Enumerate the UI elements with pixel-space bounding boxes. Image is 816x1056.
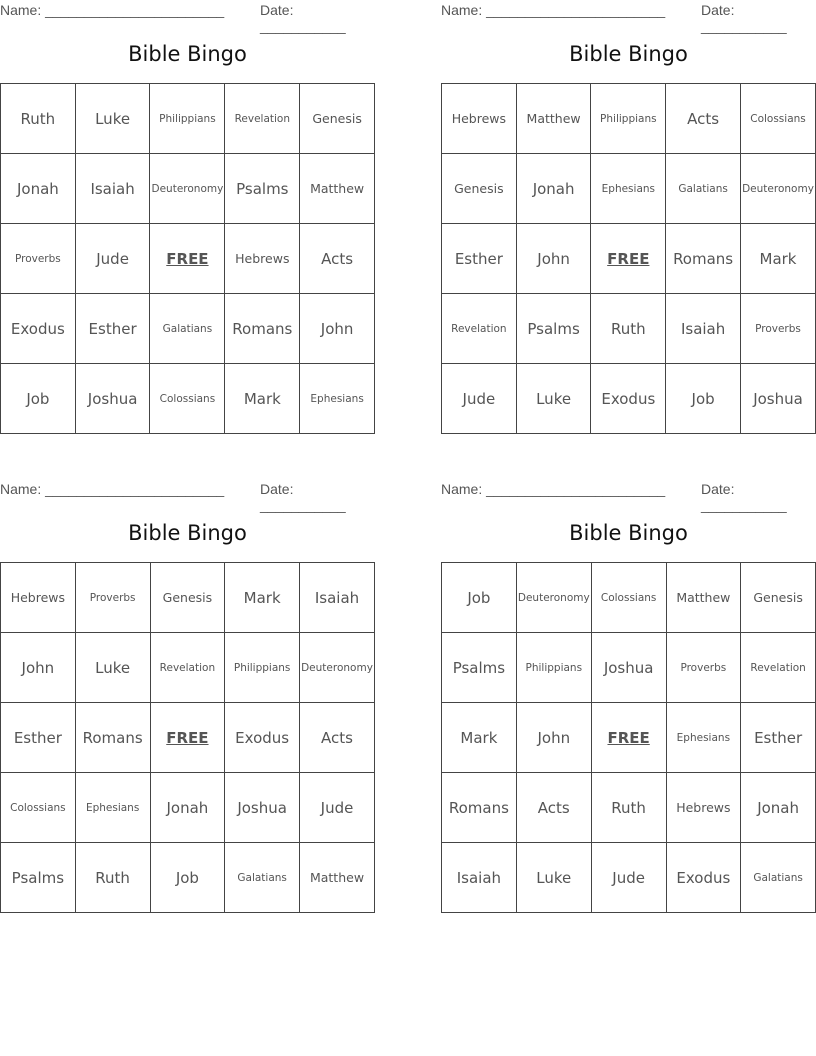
card-header (441, 481, 816, 513)
free-space[interactable]: FREE (591, 224, 666, 294)
bingo-cell[interactable]: Job (666, 364, 741, 434)
bingo-cell[interactable]: Jude (591, 843, 666, 913)
bingo-cell[interactable]: Philippians (516, 633, 591, 703)
bingo-cell[interactable]: Jude (442, 364, 517, 434)
bingo-cell[interactable]: Acts (666, 84, 741, 154)
name-field[interactable]: Name: _______________________ (441, 481, 666, 497)
bingo-cell[interactable]: Genesis (150, 563, 225, 633)
bingo-cell[interactable]: Revelation (741, 633, 816, 703)
bingo-cell[interactable]: Galatians (225, 843, 300, 913)
bingo-cell[interactable]: Exodus (225, 703, 300, 773)
bingo-cell[interactable]: Acts (300, 224, 375, 294)
bingo-cell[interactable]: Psalms (1, 843, 76, 913)
bingo-cell[interactable]: Genesis (300, 84, 375, 154)
bingo-cell[interactable]: John (1, 633, 76, 703)
bingo-cell[interactable]: Mark (225, 364, 300, 434)
name-field[interactable]: Name: _______________________ (441, 2, 666, 18)
bingo-cell[interactable]: Isaiah (75, 154, 150, 224)
bingo-cell[interactable]: Colossians (741, 84, 816, 154)
bingo-cell[interactable]: Philippians (150, 84, 225, 154)
card-header (0, 2, 375, 34)
bingo-cell[interactable]: Luke (75, 633, 150, 703)
free-space[interactable]: FREE (591, 703, 666, 773)
bingo-cell[interactable]: Jonah (516, 154, 591, 224)
bingo-cell[interactable]: Luke (516, 843, 591, 913)
bingo-cell[interactable]: Matthew (516, 84, 591, 154)
bingo-cell[interactable]: Colossians (1, 773, 76, 843)
bingo-cell[interactable]: Ruth (591, 294, 666, 364)
bingo-cell[interactable]: Psalms (516, 294, 591, 364)
bingo-cell[interactable]: Proverbs (75, 563, 150, 633)
bingo-cell[interactable]: Esther (741, 703, 816, 773)
bingo-cell[interactable]: Esther (442, 224, 517, 294)
bingo-cell[interactable]: Ephesians (300, 364, 375, 434)
bingo-cell[interactable]: Deuteronomy (300, 633, 375, 703)
bingo-cell[interactable]: John (516, 703, 591, 773)
card-title: Bible Bingo (569, 521, 688, 545)
bingo-cell[interactable]: Ruth (1, 84, 76, 154)
bingo-cell[interactable]: Mark (741, 224, 816, 294)
bingo-cell[interactable]: Psalms (442, 633, 517, 703)
bingo-cell[interactable]: Galatians (741, 843, 816, 913)
bingo-cell[interactable]: Esther (1, 703, 76, 773)
bingo-grid (0, 562, 375, 913)
bingo-cell[interactable]: John (516, 224, 591, 294)
bingo-cell[interactable]: Philippians (591, 84, 666, 154)
bingo-cell[interactable]: Colossians (591, 563, 666, 633)
bingo-cell[interactable]: Colossians (150, 364, 225, 434)
card-title: Bible Bingo (128, 521, 247, 545)
date-field[interactable]: Date: ___________ (260, 481, 346, 513)
bingo-cell[interactable]: Galatians (150, 294, 225, 364)
name-field[interactable]: Name: _______________________ (0, 2, 225, 18)
bingo-grid (0, 83, 375, 434)
bingo-cell[interactable]: Romans (442, 773, 517, 843)
bingo-cell[interactable]: Genesis (442, 154, 517, 224)
card-title: Bible Bingo (128, 42, 247, 66)
bingo-cell[interactable]: Ephesians (666, 703, 741, 773)
name-field[interactable]: Name: _______________________ (0, 481, 225, 497)
card-header (0, 481, 375, 513)
free-space[interactable]: FREE (150, 703, 225, 773)
bingo-cell[interactable]: Ruth (75, 843, 150, 913)
bingo-cell[interactable]: Proverbs (741, 294, 816, 364)
bingo-cell[interactable]: John (300, 294, 375, 364)
bingo-cell[interactable]: Ephesians (75, 773, 150, 843)
bingo-cell[interactable]: Genesis (741, 563, 816, 633)
bingo-cell[interactable]: Deuteronomy (150, 154, 225, 224)
bingo-cell[interactable]: Jonah (741, 773, 816, 843)
bingo-cell[interactable]: Matthew (300, 154, 375, 224)
bingo-cell[interactable]: Philippians (225, 633, 300, 703)
bingo-cell[interactable]: Jonah (1, 154, 76, 224)
bingo-cell[interactable]: Luke (516, 364, 591, 434)
bingo-card-1 (0, 0, 375, 434)
bingo-cell[interactable]: Ephesians (591, 154, 666, 224)
free-space[interactable]: FREE (150, 224, 225, 294)
bingo-cell[interactable]: Exodus (666, 843, 741, 913)
bingo-cell[interactable]: Psalms (225, 154, 300, 224)
bingo-card-4 (441, 479, 816, 913)
bingo-cell[interactable]: Deuteronomy (516, 563, 591, 633)
bingo-cell[interactable]: Joshua (591, 633, 666, 703)
bingo-cell[interactable]: Exodus (1, 294, 76, 364)
bingo-cell[interactable]: Acts (516, 773, 591, 843)
bingo-cell[interactable]: Proverbs (1, 224, 76, 294)
bingo-cell[interactable]: Romans (225, 294, 300, 364)
bingo-cell[interactable]: Revelation (442, 294, 517, 364)
bingo-cell[interactable]: Joshua (741, 364, 816, 434)
bingo-cell[interactable]: Galatians (666, 154, 741, 224)
bingo-cell[interactable]: Acts (300, 703, 375, 773)
bingo-cell[interactable]: Isaiah (442, 843, 517, 913)
bingo-cell[interactable]: Romans (75, 703, 150, 773)
bingo-cell[interactable]: Mark (225, 563, 300, 633)
bingo-cell[interactable]: Ruth (591, 773, 666, 843)
bingo-cell[interactable]: Esther (75, 294, 150, 364)
bingo-cell[interactable]: Luke (75, 84, 150, 154)
bingo-cell[interactable]: Isaiah (300, 563, 375, 633)
bingo-cell[interactable]: Matthew (300, 843, 375, 913)
bingo-cell[interactable]: Jonah (150, 773, 225, 843)
bingo-cell[interactable]: Romans (666, 224, 741, 294)
bingo-grid (441, 83, 816, 434)
bingo-card-2 (441, 0, 816, 434)
bingo-cell[interactable]: Jude (75, 224, 150, 294)
card-header (441, 2, 816, 34)
bingo-cell[interactable]: Proverbs (666, 633, 741, 703)
bingo-cell[interactable]: Revelation (225, 84, 300, 154)
bingo-card-3 (0, 479, 375, 913)
bingo-cell[interactable]: Job (150, 843, 225, 913)
bingo-cell[interactable]: Mark (442, 703, 517, 773)
card-title: Bible Bingo (569, 42, 688, 66)
bingo-cell[interactable]: Hebrews (1, 563, 76, 633)
bingo-cell[interactable]: Job (442, 563, 517, 633)
bingo-cell[interactable]: Jude (300, 773, 375, 843)
bingo-grid (441, 562, 816, 913)
bingo-cell[interactable]: Hebrews (442, 84, 517, 154)
bingo-cell[interactable]: Joshua (225, 773, 300, 843)
date-field[interactable]: Date: ___________ (701, 481, 787, 513)
bingo-cell[interactable]: Exodus (591, 364, 666, 434)
date-field[interactable]: Date: ___________ (701, 2, 787, 34)
date-field[interactable]: Date: ___________ (260, 2, 346, 34)
bingo-cell[interactable]: Isaiah (666, 294, 741, 364)
bingo-cell[interactable]: Hebrews (225, 224, 300, 294)
bingo-cell[interactable]: Matthew (666, 563, 741, 633)
bingo-cell[interactable]: Joshua (75, 364, 150, 434)
bingo-cell[interactable]: Revelation (150, 633, 225, 703)
bingo-cell[interactable]: Job (1, 364, 76, 434)
bingo-cell[interactable]: Deuteronomy (741, 154, 816, 224)
bingo-cell[interactable]: Hebrews (666, 773, 741, 843)
